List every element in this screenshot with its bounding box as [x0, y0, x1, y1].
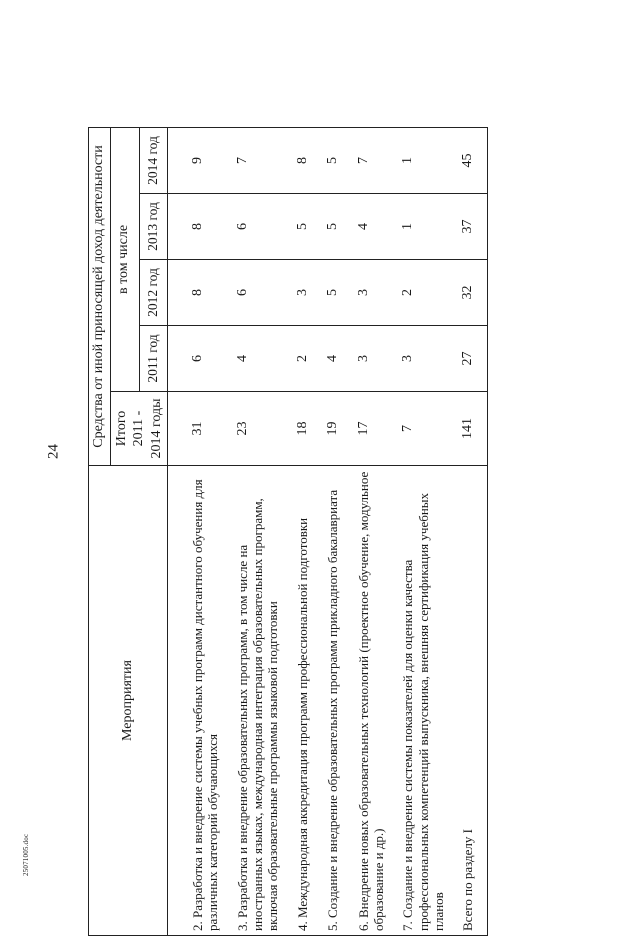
value-2011: 4: [315, 326, 346, 392]
header-year-2014: 2014 год: [139, 127, 167, 193]
table-row: [346, 127, 391, 935]
value-2013: 5: [315, 194, 346, 260]
total-value: 17: [346, 392, 391, 466]
total-value: 7: [390, 392, 450, 466]
total-value: 31: [168, 392, 225, 466]
value-2011: 4: [225, 326, 285, 392]
value-2013: 8: [168, 194, 225, 260]
total-value: 23: [225, 392, 285, 466]
header-year-2012: 2012 год: [139, 260, 167, 326]
value-2012: 5: [315, 260, 346, 326]
header-year-2011: 2011 год: [139, 326, 167, 392]
value-2012: 2: [390, 260, 450, 326]
value-2013: 4: [346, 194, 391, 260]
activity-name: 4. Международная аккредитация программ профессиональной подготовки: [285, 466, 316, 936]
total-value: 19: [315, 392, 346, 466]
table-row: [285, 127, 316, 935]
activity-name: 6. Внедрение новых образовательных технологий (проектное обучение, модульное образование и др.): [346, 466, 391, 936]
total-2013: 37: [450, 194, 487, 260]
activity-name: 5. Создание и внедрение образовательных программ прикладного бакалавриата: [315, 466, 346, 936]
header-sources: Средства от иной приносящей доход деятельности: [89, 127, 111, 465]
funding-table: [88, 127, 488, 936]
header-activities: Мероприятия: [89, 466, 168, 936]
value-2011: 3: [346, 326, 391, 392]
funding-table-container: [88, 128, 540, 936]
value-2012: 6: [225, 260, 285, 326]
activity-name: 2. Разработка и внедрение системы учебных программ дистантного обучения для различных категорий обучающихся: [168, 466, 225, 936]
total-2011: 27: [450, 326, 487, 392]
value-2012: 3: [346, 260, 391, 326]
value-2012: 8: [168, 260, 225, 326]
activity-name: 7. Создание и внедрение системы показателей для оценки качества профессиональных компетенций выпускника, внешняя сертификация учебных планов: [390, 466, 450, 936]
table-row: [390, 127, 450, 935]
header-total: Итого 2011 - 2014 годы: [110, 392, 168, 466]
total-2012: 32: [450, 260, 487, 326]
value-2014: 5: [315, 127, 346, 193]
value-2014: 7: [225, 127, 285, 193]
value-2014: 1: [390, 127, 450, 193]
header-including: в том числе: [110, 127, 139, 391]
header-year-2013: 2013 год: [139, 194, 167, 260]
grand-total-value: 141: [450, 392, 487, 466]
table-row: [225, 127, 285, 935]
total-row: [450, 127, 487, 935]
value-2012: 3: [285, 260, 316, 326]
table-row: [315, 127, 346, 935]
activity-name: 3. Разработка и внедрение образовательных программ, в том числе на иностранных языках, международная интеграция образовательных программ, включая образовательные программы языковой подготовки: [225, 466, 285, 936]
value-2013: 5: [285, 194, 316, 260]
value-2011: 3: [390, 326, 450, 392]
value-2014: 7: [346, 127, 391, 193]
value-2013: 6: [225, 194, 285, 260]
value-2013: 1: [390, 194, 450, 260]
value-2011: 6: [168, 326, 225, 392]
document-code: 25071005.doc: [22, 833, 30, 876]
total-row-label: Всего по разделу I: [450, 466, 487, 936]
total-value: 18: [285, 392, 316, 466]
value-2014: 8: [285, 127, 316, 193]
table-row: [168, 127, 225, 935]
total-2014: 45: [450, 127, 487, 193]
page-number: 24: [45, 444, 62, 459]
value-2011: 2: [285, 326, 316, 392]
value-2014: 9: [168, 127, 225, 193]
